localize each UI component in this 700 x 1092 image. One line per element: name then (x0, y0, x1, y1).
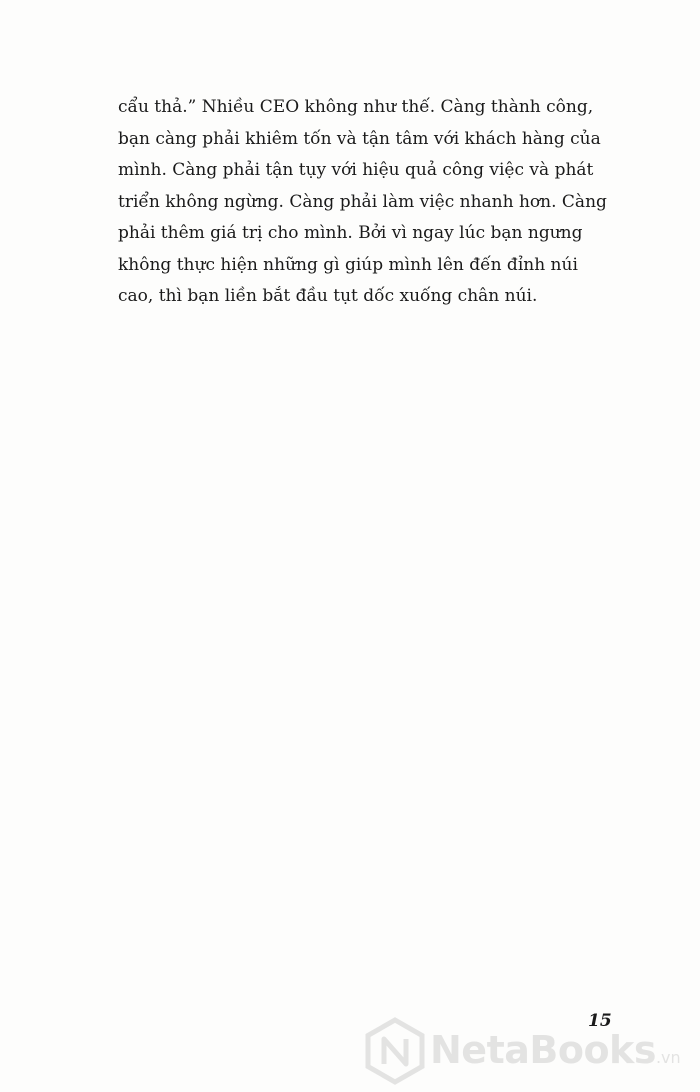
watermark (360, 1016, 696, 1086)
watermark-brand: NetaBooks (430, 1028, 656, 1072)
text-line: mình. Càng phải tận tụy với hiệu quả công việc và phát (118, 160, 594, 180)
netabooks-logo-icon (360, 1016, 430, 1086)
text-line: bạn càng phải khiêm tốn và tận tâm với khách hàng của (118, 128, 601, 149)
watermark-domain: .vn (655, 1048, 681, 1067)
text-line: không thực hiện những gì giúp mình lên đến đỉnh núi (118, 254, 578, 275)
page-number: 15 (588, 1011, 612, 1031)
text-line: cẩu thả.” Nhiều CEO không như thế. Càng thành công, (118, 97, 594, 117)
text-line: phải thêm giá trị cho mình. Bởi vì ngay lúc bạn ngưng (118, 223, 583, 243)
body-paragraph (118, 92, 607, 313)
text-line: triển không ngừng. Càng phải làm việc nhanh hơn. Càng (118, 191, 607, 212)
text-line: cao, thì bạn liền bắt đầu tụt dốc xuống chân núi. (118, 286, 538, 306)
watermark-text (430, 1028, 681, 1072)
